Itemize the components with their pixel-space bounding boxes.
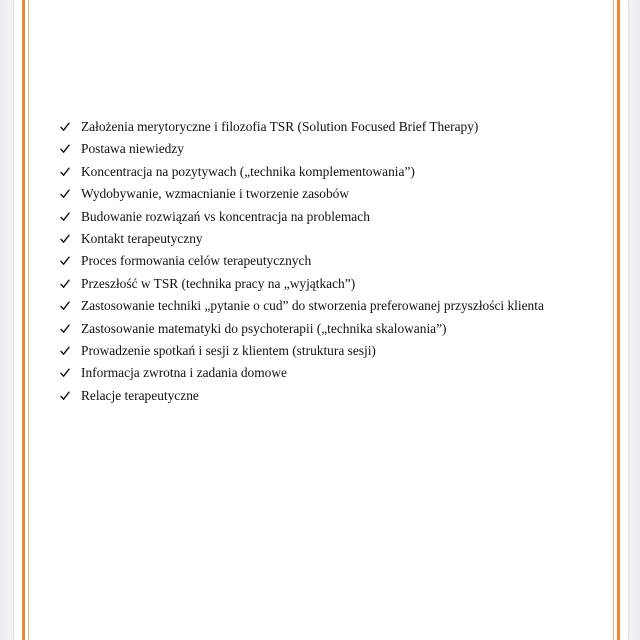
page-border-left (22, 0, 25, 640)
page-border-left-inner (28, 0, 29, 640)
topic-list-item (60, 273, 598, 295)
topic-list-item (60, 138, 598, 160)
topic-list-item (60, 385, 598, 407)
topic-label: Informacja zwrotna i zadania domowe (81, 365, 287, 381)
checkmark-icon (60, 212, 70, 222)
checkmark-icon (60, 122, 70, 132)
topic-list-item (60, 362, 598, 384)
topic-label: Zastosowanie matematyki do psychoterapii („technika skalowania”) (81, 320, 447, 336)
topic-label: Zastosowanie techniki „pytanie o cud” do stworzenia preferowanej przyszłości klienta (81, 298, 544, 314)
document-page (14, 0, 628, 640)
checkmark-icon (60, 346, 70, 356)
topic-label: Prowadzenie spotkań i sesji z klientem (struktura sesji) (81, 342, 376, 358)
topic-list-item (60, 206, 598, 228)
topic-list-item (60, 116, 598, 138)
topic-label: Postawa niewiedzy (81, 141, 185, 157)
page-border-right-inner (613, 0, 614, 640)
checkmark-icon (60, 144, 70, 154)
topic-list-item (60, 318, 598, 340)
topic-list-item (60, 228, 598, 250)
checkmark-icon (60, 167, 70, 177)
page-border-right (617, 0, 620, 640)
topic-list-item (60, 161, 598, 183)
topic-label: Budowanie rozwiązań vs koncentracja na problemach (81, 208, 370, 224)
topic-list-item (60, 295, 598, 317)
topic-list-item (60, 250, 598, 272)
checkmark-icon (60, 368, 70, 378)
topic-label: Koncentracja na pozytywach („technika komplementowania”) (81, 163, 415, 179)
topic-label: Założenia merytoryczne i filozofia TSR (Solution Focused Brief Therapy) (81, 119, 479, 134)
topic-label: Relacje terapeutyczne (81, 387, 199, 403)
topic-list-item (60, 340, 598, 362)
checkmark-icon (60, 324, 70, 334)
checkmark-icon (60, 279, 70, 289)
checkmark-icon (60, 189, 70, 199)
topic-label: Przeszłość w TSR (technika pracy na „wyjątkach”) (81, 275, 356, 291)
checkmark-icon (60, 234, 70, 244)
topic-checklist (60, 116, 598, 407)
topic-label: Wydobywanie, wzmacnianie i tworzenie zasobów (81, 186, 350, 202)
topic-label: Kontakt terapeutyczny (81, 230, 203, 246)
page-content (60, 116, 598, 407)
topic-label: Proces formowania celów terapeutycznych (81, 253, 312, 269)
topic-list-item (60, 183, 598, 205)
checkmark-icon (60, 391, 70, 401)
checkmark-icon (60, 301, 70, 311)
checkmark-icon (60, 256, 70, 266)
